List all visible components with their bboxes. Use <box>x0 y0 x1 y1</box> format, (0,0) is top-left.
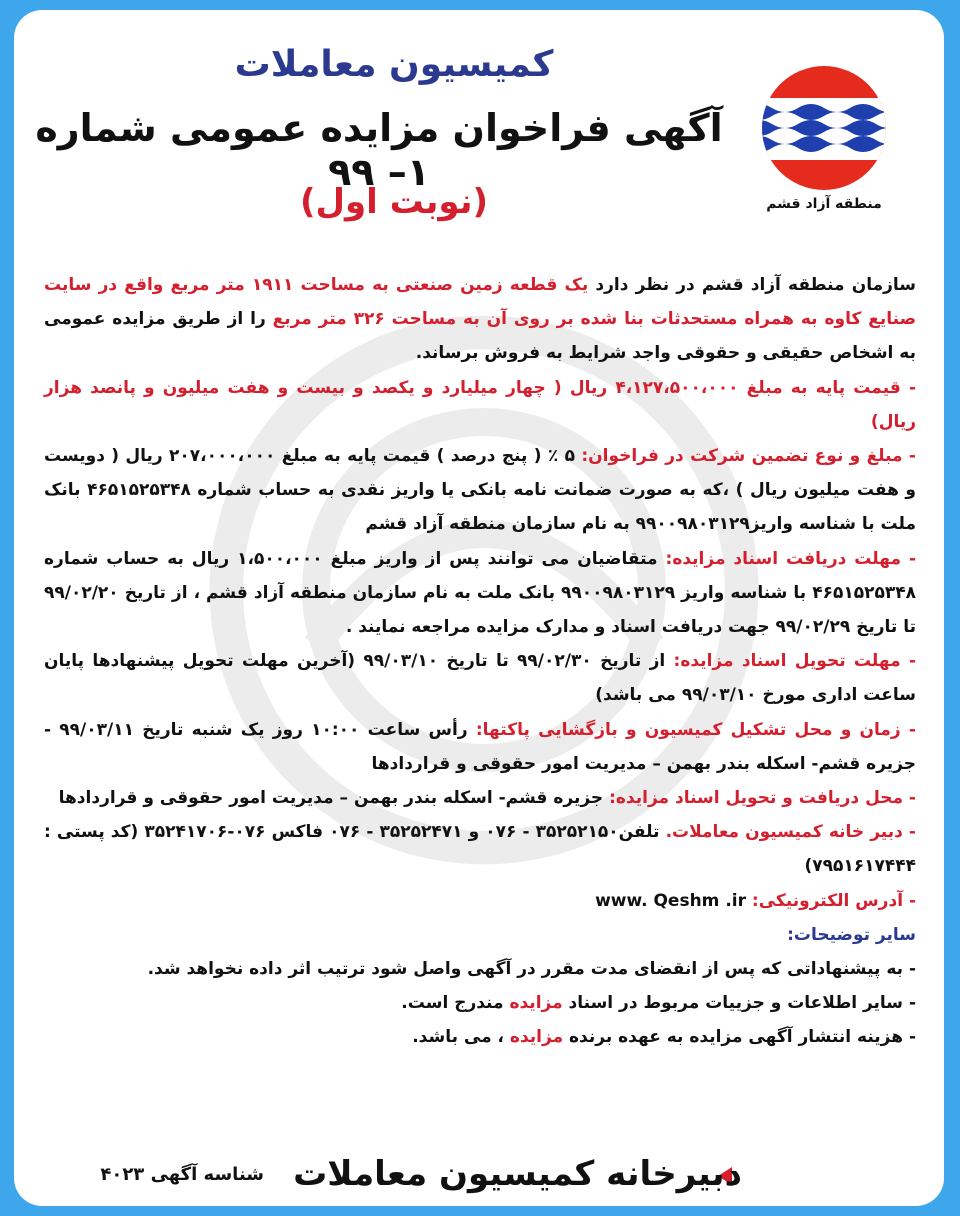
docs-deliver-text: از تاریخ ۹۹/۰۲/۳۰ تا تاریخ ۹۹/۰۳/۱۰ (آخرین مهلت تحویل پیشنهادها پایان ساعت اداری مورخ ۹۹/۰۳/۱۰ می باشد) <box>44 651 916 706</box>
docs-receive-label: - مهلت دریافت اسناد مزایده: <box>665 548 916 569</box>
meeting-label: - زمان و محل تشکیل کمیسیون و بازگشایی پاکتها: <box>475 719 916 740</box>
intro-text: سازمان منطقه آزاد قشم در نظر دارد <box>588 275 917 295</box>
ad-id: شناسه آگهی ۴۰۲۳ <box>100 1164 264 1185</box>
website-link[interactable]: www. Qeshm .ir <box>595 890 746 911</box>
page-title: آگهی فراخوان مزایده عمومی شماره ۱– ۹۹ <box>35 106 723 194</box>
docs-receive-paragraph <box>44 542 916 645</box>
note-2-end: مندرج است. <box>401 993 510 1014</box>
meeting-text: رأس ساعت ۱۰:۰۰ روز یک شنبه تاریخ ۹۹/۰۳/۱۱ - جزیره قشم- اسکله بندر بهمن – مدیریت امور حقوقی و قراردادها <box>44 719 916 774</box>
secretariat-info-text: تلفن۳۵۲۵۲۱۵۰ - ۰۷۶ و ۳۵۲۵۲۴۷۱ - ۰۷۶ فاکس ۰۷۶-۳۵۲۴۱۷۰۶ (کد پستی : ۷۹۵۱۶۱۷۴۴۴) <box>44 822 916 877</box>
footer-secretariat: دبیرخانه کمیسیون معاملات <box>293 1154 742 1194</box>
guarantee-text: ۵ ٪ ( پنج درصد ) قیمت پایه به مبلغ ۲۰۷،۰۰۰،۰۰۰ ریال ( دویست و هفت میلیون ریال ) ،که به صورت ضمانت نامه بانکی یا واریز نقدی به حساب شماره ۴۶۵۱۵۲۵۳۴۸ بانک ملت با شناسه واریز۹۹۰۰۹۸۰۳۱۲۹ به نام سازمان منطقه آزاد قشم <box>44 446 916 535</box>
docs-deliver-paragraph <box>44 644 916 712</box>
website-paragraph <box>44 884 916 918</box>
base-price: - قیمت پایه به مبلغ ۴،۱۲۷،۵۰۰،۰۰۰ ریال ( چهار میلیارد و یکصد و بیست و هفت میلیون و پانصد هزار ریال) <box>44 377 916 432</box>
intro-end: را از طریق مزایده عمومی به اشخاص حقیقی و حقوقی واجد شرایط به فروش برساند. <box>44 309 916 364</box>
announcement-body <box>44 268 916 1055</box>
note-3-end: ، می باشد. <box>412 1027 510 1048</box>
guarantee-paragraph <box>44 439 916 542</box>
guarantee-label: - مبلغ و نوع تضمین شرکت در فراخوان: <box>581 446 916 467</box>
docs-deliver-label: - مهلت تحویل اسناد مزایده: <box>673 651 916 672</box>
secretariat-info-paragraph <box>44 815 916 883</box>
notes-title: سایر توضیحات: <box>787 924 916 945</box>
secretariat-info-label: - دبیر خانه کمیسیون معاملات. <box>665 822 916 843</box>
note-3-highlight: مزایده <box>509 1027 564 1048</box>
turn-label: (نوبت اول) <box>299 182 489 222</box>
note-3 <box>44 1020 916 1054</box>
note-2-text: - سایر اطلاعات و جزییات مربوط در اسناد <box>562 993 916 1014</box>
location-text: جزیره قشم- اسکله بندر بهمن – مدیریت امور حقوقی و قراردادها <box>58 788 610 809</box>
location-paragraph <box>44 781 916 815</box>
note-2-highlight: مزایده <box>509 993 563 1014</box>
docs-receive-text: متقاضیان می توانند پس از واریز مبلغ ۱،۵۰۰،۰۰۰ ریال به حساب شماره ۴۶۵۱۵۲۵۳۴۸ با شناسه واریز ۹۹۰۰۹۸۰۳۱۲۹ بانک ملت به نام سازمان منطقه آزاد قشم ، از تاریخ ۹۹/۰۲/۲۰ تا تاریخ ۹۹/۰۲/۲۹ جهت دریافت اسناد و مدارک مزایده مراجعه نمایند . <box>44 548 916 638</box>
intro-highlight: یک قطعه زمین صنعتی به مساحت ۱۹۱۱ متر مربع واقع در سایت صنایع کاوه به همراه مستحدثات بنا شده بر روی آن به مساحت ۳۲۶ متر مربع <box>44 275 916 330</box>
meeting-paragraph <box>44 713 916 781</box>
note-2 <box>44 986 916 1020</box>
location-label: - محل دریافت و تحویل اسناد مزایده: <box>609 788 916 809</box>
announcement-card <box>14 10 944 1206</box>
footer <box>14 1146 944 1206</box>
commission-heading: کمیسیون معاملات <box>234 44 554 85</box>
header <box>14 10 944 250</box>
website-label: - آدرس الکترونیکی: <box>751 890 916 911</box>
intro-paragraph <box>44 268 916 371</box>
logo-caption: منطقه آزاد قشم <box>766 196 882 212</box>
note-1: - به پیشنهاداتی که پس از انقضای مدت مقرر در آگهی واصل شود ترتیب اثر داده نخواهد شد. <box>147 959 916 980</box>
note-3-text: - هزینه انتشار آگهی مزایده به عهده برنده <box>563 1027 916 1048</box>
